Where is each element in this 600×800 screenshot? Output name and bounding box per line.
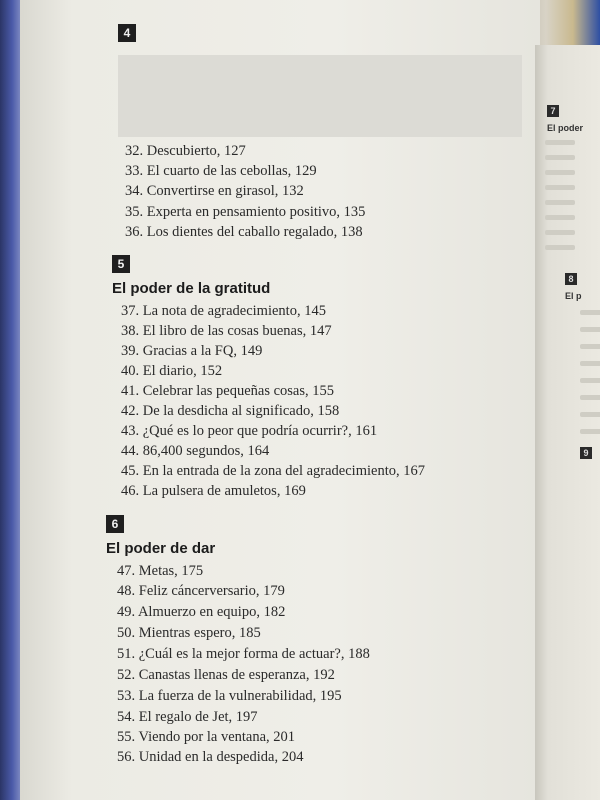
toc-entry[interactable]: 45. En la entrada de la zona del agradecimiento, 167 <box>121 463 425 479</box>
chapter-8-heading: El p <box>565 291 582 301</box>
blurred-line <box>545 185 575 190</box>
toc-entry[interactable]: 50. Mientras espero, 185 <box>117 625 261 641</box>
chapter-7-heading: El poder <box>547 123 584 133</box>
chapter-6-title: El poder de dar <box>106 540 216 557</box>
toc-entry[interactable]: 44. 86,400 segundos, 164 <box>121 443 270 459</box>
toc-entry[interactable]: 55. Viendo por la ventana, 201 <box>117 729 296 745</box>
blurred-line <box>580 310 600 315</box>
chapter-9-box: 9 <box>580 447 592 459</box>
toc-entry[interactable]: 37. La nota de agradecimiento, 145 <box>121 303 326 319</box>
toc-entry[interactable]: 52. Canastas llenas de esperanza, 192 <box>117 667 335 683</box>
toc-entry[interactable]: 32. Descubierto, 127 <box>125 143 246 159</box>
toc-entry[interactable]: 39. Gracias a la FQ, 149 <box>121 343 263 359</box>
toc-entry[interactable]: 53. La fuerza de la vulnerabilidad, 195 <box>117 688 342 704</box>
chapter-7-box: 7 <box>547 105 559 117</box>
toc-entry[interactable]: 51. ¿Cuál es la mejor forma de actuar?, 188 <box>117 646 370 662</box>
toc-entry[interactable]: 40. El diario, 152 <box>121 363 223 379</box>
blurred-line <box>545 215 575 220</box>
toc-entry[interactable]: 33. El cuarto de las cebollas, 129 <box>125 163 317 179</box>
toc-entry[interactable]: 48. Feliz cáncerversario, 179 <box>117 583 285 599</box>
blurred-line <box>545 155 575 160</box>
blurred-line <box>580 361 600 366</box>
blurred-line <box>545 200 575 205</box>
toc-entry[interactable]: 34. Convertirse en girasol, 132 <box>125 183 304 199</box>
toc-entry[interactable]: 54. El regalo de Jet, 197 <box>117 709 258 725</box>
toc-entry[interactable]: 47. Metas, 175 <box>117 563 204 579</box>
chapter-5-title: El poder de la gratitud <box>112 280 271 297</box>
toc-entry[interactable]: 41. Celebrar las pequeñas cosas, 155 <box>121 383 335 399</box>
toc-entry[interactable]: 43. ¿Qué es lo peor que podría ocurrir?, 161 <box>121 423 378 439</box>
chapter-8-box: 8 <box>565 273 577 285</box>
chapter-6-number: 6 <box>106 515 124 533</box>
blurred-line <box>545 140 575 145</box>
blurred-line <box>580 378 600 383</box>
toc-entry[interactable]: 46. La pulsera de amuletos, 169 <box>121 483 306 499</box>
toc-entry[interactable]: 35. Experta en pensamiento positivo, 135 <box>125 204 366 220</box>
blurred-line <box>580 429 600 434</box>
blurred-line <box>545 230 575 235</box>
toc-entry[interactable]: 42. De la desdicha al significado, 158 <box>121 403 340 419</box>
blurred-line <box>545 245 575 250</box>
toc-entry[interactable]: 56. Unidad en la despedida, 204 <box>117 749 304 765</box>
blurred-region <box>118 55 522 137</box>
chapter-4-number: 4 <box>118 24 136 42</box>
book-spine-edge <box>0 0 20 800</box>
right-page <box>535 45 600 800</box>
toc-entry[interactable]: 38. El libro de las cosas buenas, 147 <box>121 323 332 339</box>
blurred-line <box>580 412 600 417</box>
blurred-line <box>545 170 575 175</box>
blurred-line <box>580 344 600 349</box>
toc-entry[interactable]: 49. Almuerzo en equipo, 182 <box>117 604 286 620</box>
blurred-line <box>580 327 600 332</box>
chapter-5-number: 5 <box>112 255 130 273</box>
toc-entry[interactable]: 36. Los dientes del caballo regalado, 138 <box>125 224 363 240</box>
blurred-line <box>580 395 600 400</box>
